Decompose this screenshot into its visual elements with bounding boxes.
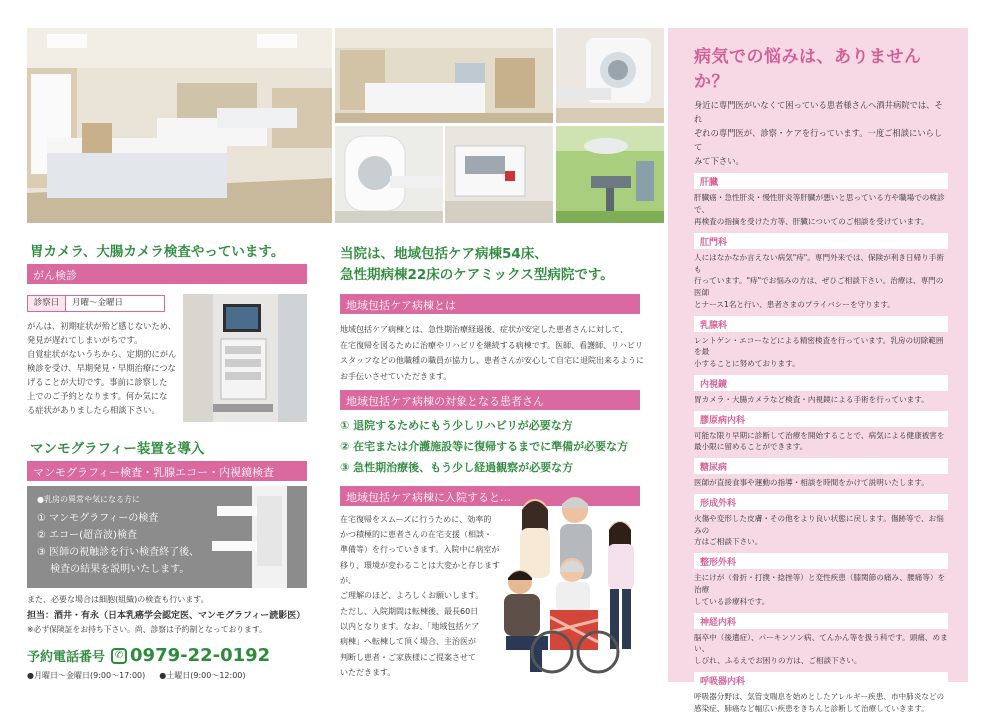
department-description [694, 394, 948, 406]
text-line: げることが大切です。事前に診察した [27, 376, 168, 387]
text-line: かつ積極的に患者さんの在宅支援（相談・ [340, 530, 492, 540]
text-line: 再検査の指摘を受けた方等、肝臓についてのご相談を受けています。 [694, 217, 929, 226]
department-name: 肝臓 [694, 173, 948, 189]
text-line: ただし、入院期間は転棟後、最長60日 [340, 607, 479, 616]
text-line: 最小限に留めることができます。 [694, 442, 808, 452]
department-name: 整形外科 [694, 553, 948, 569]
panel-title: 病気での悩みは、ありませんか？ [694, 47, 922, 92]
family-group-photo [490, 492, 650, 682]
department-description [694, 632, 948, 667]
endoscope-photo [183, 294, 307, 422]
exam-day-value: 月曜～金曜日 [72, 298, 124, 308]
text-line: 胃カメラ・大腸カメラなど検査・内視鏡による手術を行っています。 [694, 394, 929, 404]
text-line: 在宅復帰をスムーズに行うために、効率的 [340, 515, 492, 524]
text-line: 発見が遅れてしまいがちです。 [27, 334, 143, 345]
department-description [694, 513, 948, 548]
text-line: 可能な限り早期に診断して治療を開始することで、病気による健康被害を [694, 430, 945, 440]
text-line: スタッフなどの他職種の職員が協力し、患者さんが安心して自宅に退院出来るように [340, 356, 644, 366]
list-item: ③ 医師の視触診を行い検査終了後、 [37, 547, 200, 558]
mammo-note: また、必要な場合は細胞(組織)の検査も行います。 [27, 595, 209, 604]
mammo-bar: マンモグラフィー検査・乳腺エコー・内視鏡検査 [27, 461, 307, 481]
list-item: ② 在宅または介護施設等に復帰するまでに準備が必要な方 [340, 440, 629, 453]
text-line: お手伝いさせていただきます。 [340, 371, 452, 381]
department-description [694, 691, 948, 714]
list-item: ① マンモグラフィーの検査 [37, 513, 159, 524]
department-item [694, 458, 948, 489]
list-item: ② エコー(超音波)検査 [37, 530, 137, 541]
department-item [694, 613, 948, 667]
text-line: 準備等）を行っていきます。入院中に病室が [340, 545, 500, 555]
department-name: 乳腺科 [694, 316, 948, 332]
department-name: 膠原病内科 [694, 411, 948, 427]
department-description [694, 192, 948, 227]
staff-note: ※必ず保険証をお持ち下さい。尚、診察は予約制となっております。 [27, 625, 267, 634]
community-care-bar: 地域包括ケア病棟とは [340, 294, 640, 314]
hours-weekday: ●月曜日～金曜日(9:00～17:00) [27, 671, 146, 680]
text-line: 病棟」へ転棟して頂く場合、主治医が [340, 637, 476, 647]
text-line: 主にけが（骨折・打撲・捻挫等）と変性疾患（膝関節の痛み、腰痛等）を治療 [694, 573, 946, 595]
text-line: がんは、初期症状が殆ど感じないため、 [27, 321, 177, 331]
text-line: レントゲン・エコーなどによる精密検査を行っています。乳房の切除範囲を最 [694, 335, 944, 357]
text-line: る症状がありましたら相談下さい。 [27, 404, 160, 415]
text-line: 以内となります。なお、「地域包括ケア [340, 622, 480, 632]
text-line: 在宅復帰を図るために治療やリハビリを継続する病棟です。医師、看護師、リハビリ [340, 340, 643, 350]
exam-day-label: 診察日 [28, 296, 66, 311]
admission-text [340, 512, 515, 603]
department-item [694, 173, 948, 227]
hospital-room-photo-2 [335, 28, 553, 123]
panel-intro [694, 98, 948, 168]
department-item [694, 411, 948, 454]
list-item: ① 退院するためにもう少しリハビリが必要な方 [340, 419, 573, 432]
community-care-text [340, 322, 650, 384]
text-line: 脳卒中（後遺症）、パーキンソン病、てんかん等を扱う科です。頭痛、めまい、 [694, 632, 948, 654]
department-name: 形成外科 [694, 494, 948, 510]
col2-heading-2: 急性期病棟22床のケアミックス型病院です。 [340, 267, 614, 283]
list-item: 検査の結果を説明いたします。 [37, 564, 190, 575]
target-patients-list [340, 415, 628, 478]
department-name: 神経内科 [694, 613, 948, 629]
text-line: 地域包括ケア病棟とは、急性期治療経過後、症状が安定した患者さんに対して、 [340, 325, 628, 334]
hospital-room-photo [27, 28, 332, 223]
text-line: ご理解のほど、よろしくお願いします。 [340, 590, 484, 600]
text-line: 判断し患者・ご家族様にご提案させて [340, 652, 476, 662]
exam-day-box [27, 295, 165, 312]
mammo-intro: ●乳房の異常や気になる方に [37, 495, 140, 504]
department-panel [668, 28, 968, 713]
hours-saturday: ●土曜日(9:00～12:00) [159, 671, 246, 680]
text-line: とナース1名と行い、患者さまのプライバシーを守ります。 [694, 299, 895, 309]
text-line: 火傷や変形した皮膚・その他をより良い状態に戻します。傷跡等で、お悩みの [694, 513, 944, 535]
target-patients-bar: 地域包括ケア病棟の対象となる患者さん [340, 390, 640, 410]
mammo-box [27, 486, 307, 588]
text-line: 検診を受け、早期発見・早期治療につな [27, 362, 176, 373]
operating-room-photo [556, 126, 664, 223]
text-line: みて下さい。 [694, 156, 744, 167]
text-line: 呼吸器分野は、気管支喘息を始めとしたアレルギー疾患、市中肺炎などの [694, 691, 945, 701]
text-line: している診療科です。 [694, 596, 770, 606]
mri-machine-photo [556, 28, 664, 123]
department-name: 糖尿病 [694, 458, 948, 474]
department-description [694, 572, 948, 607]
department-item [694, 494, 948, 548]
admission-bar: 地域包括ケア病棟に入院すると… [340, 486, 640, 506]
department-item [694, 672, 948, 714]
list-item: ③ 急性期治療後、もう少し経過観察が必要な方 [340, 461, 574, 474]
ct-scanner-photo [335, 126, 443, 223]
mammography-machine-image [197, 486, 307, 588]
text-line: 人にはなかなか言えない病気"痔"。専門外来では、保険が利き日帰り手術も [694, 252, 944, 274]
text-line: 移り、環境が変わることは大変かと存じますが、 [340, 560, 500, 585]
department-description [694, 252, 948, 311]
department-item [694, 375, 948, 406]
gastro-bar: がん検診 [27, 264, 307, 284]
department-description [694, 477, 948, 489]
text-line: 感染症、肺癌など幅広い疾患をきちんと診断して治療していきます。 [694, 703, 929, 713]
department-item [694, 553, 948, 607]
mammo-list [37, 510, 199, 578]
text-line: 医師が直接食事や運動の指導・相談を時間をかけて説明いたします。 [694, 478, 929, 488]
text-line: いただきます。 [340, 667, 396, 677]
department-item [694, 233, 948, 311]
department-name: 呼吸器内科 [694, 672, 948, 688]
mammo-heading: マンモグラフィー装置を導入 [30, 441, 205, 457]
text-line: 肝臓癌・急性肝炎・慢性肝炎等肝臓が悪いと思っている方や職場での検診で、 [694, 193, 945, 215]
phone-number[interactable]: 0979-22-0192 [130, 645, 271, 666]
phone-icon: ✆ [111, 648, 127, 664]
col2-heading-1: 当院は、地域包括ケア病棟54床、 [340, 246, 548, 262]
staff-line: 担当：酒井・有永（日本乳癌学会認定医、マンモグラフィー読影医） [27, 611, 306, 621]
department-description [694, 335, 948, 370]
phone-label: 予約電話番号 [27, 650, 106, 665]
department-name: 肛門科 [694, 233, 948, 249]
text-line: しびれ、ふるえでお困りの方は、ご相談下さい。 [694, 656, 862, 666]
xray-machine-photo [445, 126, 553, 223]
text-line: 身近に専門医がいなくて困っている患者様さんへ酒井病院では、それ [694, 100, 943, 125]
department-item [694, 316, 948, 370]
gastro-heading: 胃カメラ、大腸カメラ検査やっています。 [30, 244, 285, 260]
text-line: 自覚症状がないうちから、定期的にがん [27, 348, 177, 359]
text-line: 小することに努めております。 [694, 359, 800, 369]
text-line: 上でのご予約となります。何か気にな [27, 390, 168, 401]
gastro-text [27, 320, 187, 418]
department-list [694, 173, 948, 714]
department-name: 内視鏡 [694, 375, 948, 391]
text-line: ぞれの専門医が、診察・ケアを行っています。一度ご相談にいらして [694, 128, 943, 153]
admission-period-text [340, 604, 500, 680]
phone-row [27, 645, 270, 666]
text-line: 方はご相談下さい。 [694, 537, 763, 547]
department-description [694, 430, 948, 454]
text-line: 行っています。"痔"でお悩みの方は、ぜひご相談下さい。治療は、専門の医師 [694, 276, 944, 298]
hours-row [27, 670, 246, 681]
